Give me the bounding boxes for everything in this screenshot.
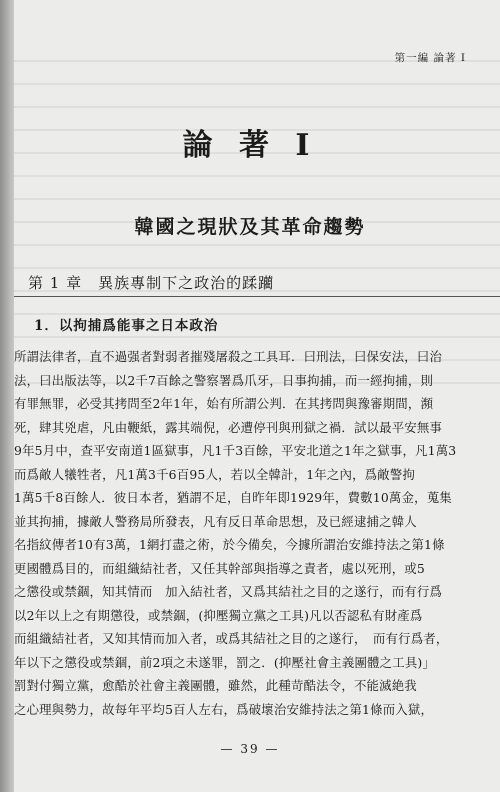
body-line: 死，肆其兇虐，凡由鞭紙，露其端倪，必遭停刊與刑獄之禍．試以最平安無事 [14,419,443,435]
body-line: 而組織結社者，又知其情而加入者，或爲其結社之目的之遂行， 而有行爲者， [14,631,449,646]
body-text [14,345,466,721]
book-binding [0,0,14,792]
section-heading: 1．以拘捕爲能事之日本政治 [34,318,219,334]
body-line: 名指紋傳者10有3萬，1網打盡之術，於今備矣，今據所謂治安維持法之第1條 [14,537,445,552]
running-head: 第一編 論著 I [394,52,466,64]
chapter-heading: 第 1 章 異族專制下之政治的蹂躪 [28,274,275,292]
chapter-divider [14,296,500,297]
body-line: 1萬5千8百餘人．彼日本者，猶謂不足，自昨年即1929年，費數10萬金，蒐集 [14,490,452,505]
page-title: 論 著 I [182,128,318,163]
body-line: 所謂法律者，直不過强者對弱者摧殘屠殺之工具耳．曰刑法，曰保安法，曰治 [14,349,443,364]
body-line: 更國體爲目的，而組織結社者，又任其幹部與指導之責者，處以死刑，或5 [14,560,425,576]
body-line: 9年5月中，查平安南道1區獄事，凡1千3百餘，平安北道之1年之獄事，凡1萬3 [14,443,457,458]
body-line: 罰對付獨立黨，愈酷於社會主義團體，雖然，此種苛酷法令，不能滅絶我 [14,678,417,693]
body-line: 法，曰出版法等，以2千7百餘之警察署爲爪牙，日事拘捕，而一經拘捕，則 [14,372,434,388]
body-line: 年以下之懲役或禁錮，前2項之未遂罪，罰之．(抑壓社會主義團體之工具)」 [14,654,436,670]
body-line: 之懲役或禁錮，知其情而 加入結社者，又爲其結社之目的之遂行，而有行爲 [14,584,443,599]
page-number: — 39 — [220,742,280,756]
page-subtitle: 韓國之現狀及其革命趨勢 [134,216,366,238]
body-line: 有罪無罪，必受其拷問至2年1年，始有所謂公判．在其拷問與豫審期間，瀕 [14,396,434,411]
body-line: 並其拘捕，據敵人警務局所發表，凡有反日革命思想，及已經逮捕之韓人 [14,513,417,529]
body-line: 之心理與勢力，故每年平均5百人左右，爲破壞治安維持法之第1條而入獄， [14,701,434,717]
body-line: 而爲敵人犧牲者，凡1萬3千6百95人，若以全韓計，1年之內，爲敵警拘 [14,466,416,482]
body-line: 以2年以上之有期懲役，或禁錮，(抑壓獨立黨之工具)凡以否認私有財產爲 [14,607,423,623]
